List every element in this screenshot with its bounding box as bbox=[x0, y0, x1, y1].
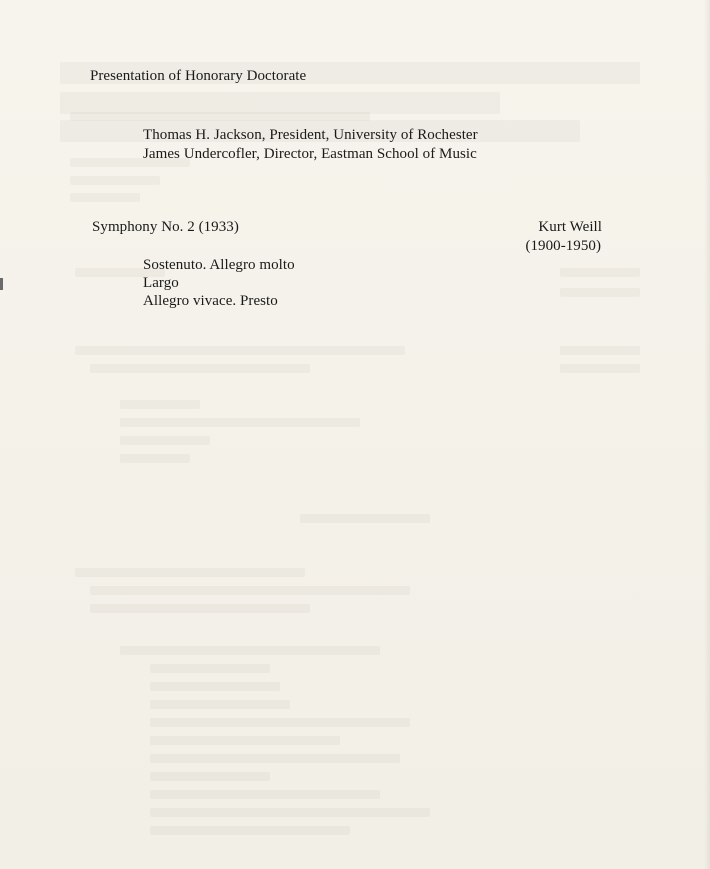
work-title: Symphony No. 2 (1933) bbox=[92, 219, 239, 235]
presenter-line: James Undercofler, Director, Eastman School of Music bbox=[143, 146, 477, 162]
movement-item: Allegro vivace. Presto bbox=[143, 293, 278, 309]
movement-item: Largo bbox=[143, 275, 179, 291]
movement-item: Sostenuto. Allegro molto bbox=[143, 257, 295, 273]
page-edge-shadow bbox=[704, 0, 710, 869]
section-heading: Presentation of Honorary Doctorate bbox=[90, 68, 307, 84]
composer-dates: (1900-1950) bbox=[525, 238, 601, 254]
composer-name: Kurt Weill bbox=[538, 219, 602, 235]
presenter-line: Thomas H. Jackson, President, University of Rochester bbox=[143, 127, 478, 143]
margin-mark bbox=[0, 278, 3, 290]
